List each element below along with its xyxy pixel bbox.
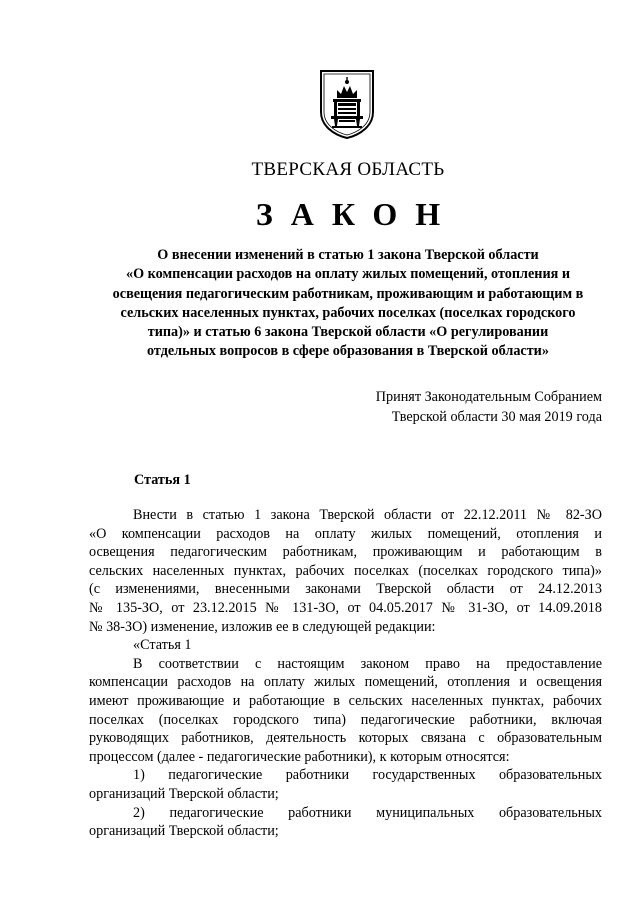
- title-line: освещения педагогическим работникам, проживающим и работающим в: [112, 285, 584, 302]
- title-line: отдельных вопросов в сфере образования в Тверской области»: [147, 343, 549, 360]
- body-line: имеют проживающие и работающие в сельских населенных пунктах, рабочих: [89, 692, 602, 709]
- body-line: 1) педагогические работники государственных образовательных: [133, 767, 602, 784]
- body-line: поселках (поселках городского типа) педагогические работники, включая: [89, 711, 602, 728]
- body-line: Внести в статью 1 закона Тверской области от 22.12.2011 № 82-ЗО: [133, 507, 602, 523]
- article-body: [89, 506, 602, 841]
- body-line: 2) педагогические работники муниципальных образовательных: [133, 804, 602, 821]
- coat-of-arms-emblem: [318, 68, 376, 140]
- body-line: организаций Тверской области;: [89, 823, 279, 840]
- body-line: «Статья 1: [133, 637, 192, 654]
- adoption-line: Принят Законодательным Собранием: [375, 389, 602, 405]
- body-line: В соответствии с настоящим законом право на предоставление: [133, 655, 602, 672]
- title-line: типа)» и статью 6 закона Тверской области «О регулировании: [147, 324, 549, 341]
- region-name: ТВЕРСКАЯ ОБЛАСТЬ: [251, 159, 445, 180]
- body-line: № 135-ЗО, от 23.12.2015 № 131-ЗО, от 04.05.2017 № 31-ЗО, от 14.09.2018: [89, 599, 602, 616]
- body-line: процессом (далее - педагогические работники), к которым относятся:: [89, 748, 510, 765]
- body-line: «О компенсации расходов на оплату жилых помещений, отопления и: [89, 525, 602, 542]
- body-line: освещения педагогическим работникам, проживающим и работающим в: [89, 544, 602, 561]
- title-line: «О компенсации расходов на оплату жилых помещений, отопления и: [125, 266, 571, 283]
- document-type: ЗАКОН: [255, 196, 459, 232]
- body-line: компенсации расходов на оплату жилых помещений, отопления и освещения: [89, 674, 602, 691]
- body-line: организаций Тверской области;: [89, 785, 279, 802]
- title-line: сельских населенных пунктах, рабочих поселках (поселках городского: [120, 304, 576, 321]
- adoption-note: [376, 388, 602, 427]
- body-line: руководящих работников, деятельность которых связана с образовательным: [89, 730, 602, 747]
- body-line: сельских населенных пунктах, рабочих поселках (поселках городского типа)»: [89, 562, 602, 579]
- title-line: О внесении изменений в статью 1 закона Тверской области: [157, 247, 539, 263]
- article-heading: Статья 1: [134, 472, 191, 488]
- body-line: № 38-ЗО) изменение, изложив ее в следующей редакции:: [89, 618, 436, 635]
- adoption-line: Тверской области 30 мая 2019 года: [391, 408, 602, 425]
- law-title: [88, 246, 608, 362]
- body-line: (с изменениями, внесенными законами Тверской области от 24.12.2013: [89, 581, 602, 598]
